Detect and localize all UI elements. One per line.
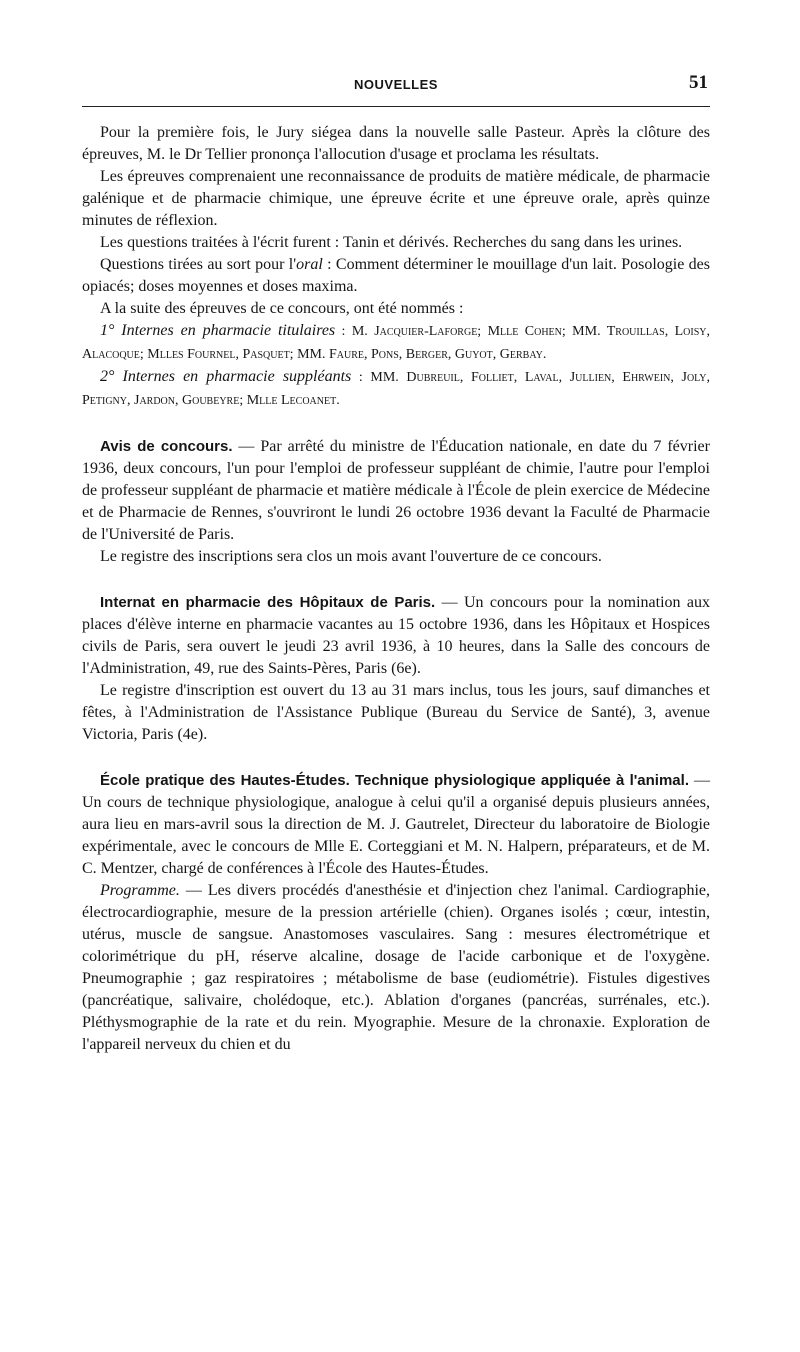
- ecole-text: — Un cours de technique physiologique, analogue à celui qu'il a organisé depuis plusieurs années, aura lieu en mars-avril sous la direction de M. J. Gautrelet, Directeur du laboratoire de Biologie expérimentale, avec le concours de Mlle E. Corteggiani et M. N. Halpern, préparateurs, et de M. C. Mentzer, chargé de conférences à l'École des Hautes-Études.: [82, 772, 711, 877]
- pasteur-paragraph-5: A la suite des épreuves de ce concours, ont été nommés :: [100, 300, 464, 317]
- internat-text: — Un concours pour la nomination aux places d'élève interne en pharmacie vacantes au 15 octobre 1936, dans les Hôpitaux et Hospices civils de Paris, sera ouvert le jeudi 23 avril 1936, à 10 heures, dans la Salle des concours de l'Administration, 49, rue des Saints-Pères, Paris (6e).: [82, 594, 711, 677]
- ecole-heading: École pratique des Hautes-Études. Technique physiologique appliquée à l'animal.: [100, 772, 689, 789]
- suppleants-label: 2° Internes en pharmacie suppléants: [100, 368, 352, 385]
- avis-paragraph-1: [82, 436, 710, 546]
- pasteur-paragraph-4: [82, 254, 710, 298]
- titulaires-names: : M. Jacquier-Laforge; Mlle Cohen; MM. Trouillas, Loisy, Alacoque; Mlles Fournel, Pasquet; MM. Faure, Pons, Berger, Guyot, Gerbay.: [82, 324, 711, 362]
- oral-intro: Questions tirées au sort pour l': [100, 256, 297, 273]
- article-body: [82, 122, 710, 1056]
- internat-heading: Internat en pharmacie des Hôpitaux de Paris.: [100, 594, 436, 611]
- page-number: 51: [689, 72, 708, 93]
- running-title: NOUVELLES: [354, 77, 438, 92]
- avis-paragraph-2: Le registre des inscriptions sera clos un mois avant l'ouverture de ce concours.: [100, 548, 602, 565]
- titulaires-label: 1° Internes en pharmacie titulaires: [100, 322, 336, 339]
- suppleants-names: : MM. Dubreuil, Folliet, Laval, Jullien, Ehrwein, Joly, Petigny, Jardon, Goubeyre; Mlle Lecoanet.: [82, 370, 710, 408]
- pasteur-paragraph-2: Les épreuves comprenaient une reconnaissance de produits de matière médicale, de pharmacie galénique et de pharmacie chimique, une épreuve écrite et une épreuve orale, après quinze minutes de réflexion.: [82, 168, 710, 229]
- oral-word: oral: [296, 256, 323, 273]
- internat-paragraph-2: Le registre d'inscription est ouvert du 13 au 31 mars inclus, tous les jours, sauf dimanches et fêtes, à l'Administration de l'Assistance Publique (Bureau du Service de Santé), 3, avenue Victoria, Paris (4e).: [82, 682, 710, 743]
- page-header: [82, 72, 710, 107]
- avis-heading: Avis de concours.: [100, 438, 233, 455]
- suppleants-list: [82, 366, 710, 412]
- avis-text: — Par arrêté du ministre de l'Éducation nationale, en date du 7 février 1936, deux concours, l'un pour l'emploi de professeur suppléant de chimie, l'autre pour l'emploi de professeur suppléant de pharmacie et matière médicale à l'École de plein exercice de Médecine et de Pharmacie de Rennes, s'ouvriront le lundi 26 octobre 1936 devant la Faculté de Pharmacie de l'Université de Paris.: [82, 438, 710, 543]
- internat-paragraph-1: [82, 592, 710, 680]
- oral-questions: : Comment déterminer le mouillage d'un lait. Posologie des opiacés; doses moyennes et doses maxima.: [82, 256, 710, 295]
- programme-label: Programme.: [100, 882, 180, 899]
- programme-text: — Les divers procédés d'anesthésie et d'injection chez l'animal. Cardiographie, électrocardiographie, mesure de la pression artérielle (chien). Organes isolés ; cœur, intestin, utérus, muscle de sangsue. Anastomoses vasculaires. Sang : mesures électrométrique et colorimétrique du pH, réserve alcaline, dosage de l'acide carbonique et de l'oxygène. Pneumographie ; gaz respiratoires ; métabolisme de base (eudiométrie). Fistules digestives (pancréatique, salivaire, cholédoque, etc.). Ablation d'organes (pancréas, surrénales, etc.). Pléthysmographie de la rate et du rein. Myographie. Mesure de la chronaxie. Exploration de l'appareil nerveux du chien et du: [82, 882, 710, 1053]
- programme-paragraph: [82, 880, 710, 1056]
- ecole-paragraph-1: [82, 770, 710, 880]
- pasteur-paragraph-3: Les questions traitées à l'écrit furent : Tanin et dérivés. Recherches du sang dans les urines.: [100, 234, 683, 251]
- pasteur-paragraph-1: Pour la première fois, le Jury siégea dans la nouvelle salle Pasteur. Après la clôture des épreuves, M. le Dr Tellier prononça l'allocution d'usage et proclama les résultats.: [82, 124, 710, 163]
- titulaires-list: [82, 320, 710, 366]
